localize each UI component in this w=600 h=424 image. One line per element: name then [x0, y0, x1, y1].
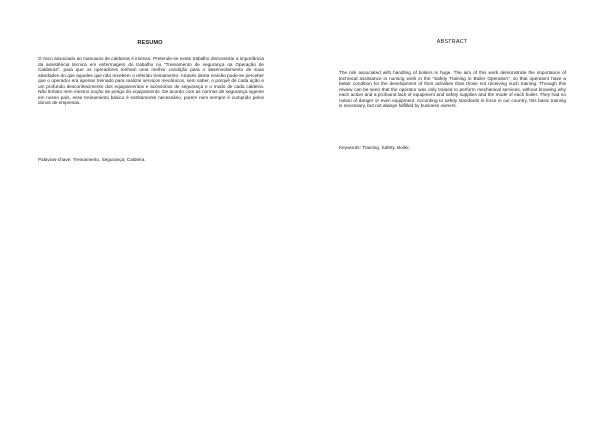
abstract-title: ABSTRACT	[436, 39, 468, 45]
resumo-title: RESUMO	[137, 40, 163, 46]
right-page	[300, 0, 600, 424]
resumo-body: O risco associado ao manuseio de caldeiras é imenso. Pretende-se neste trabalho demonstrar a importância da assistência técnica em enfermagem do trabalho no “Treinamento de segurança na Operação de Caldeiras”, para que os operadores tenham uma melhor condição para o desenvolvimento de suas atividades do que aqueles que não recebem o referido treinamento. Através desta revisão pode-se perceber que o operador era apenas treinado para realizar serviços mecânicos, sem saber, o porquê de cada ação e um profundo desconhecimento dos equipamentos e acessórios de segurança e o modo de cada caldeira. Não tinham nem mesmo noção de perigo do equipamento. De acordo com as normas de segurança vigente em nosso país, esse treinamento básico é estritamente necessário, porem nem sempre é cumprido pelos donos de empresas.	[38, 56, 264, 106]
abstract-keywords: Keywords: Training, Safety, Boiler.	[339, 145, 411, 150]
resumo-keywords: Palavras-chave: Treinamento, Segurança, Caldeira.	[38, 157, 146, 162]
abstract-body: The risk associated with handling of boilers is huge. The aim of this work demonstrate the importance of technical assistance in nursing work in the “Safety Training in Boiler Operation”, so that operators have a better condition for the development of their activities than those not receiving such training. Through this review can be seen that the operator was only trained to perform mechanical services, without knowing why each action and a profound lack of equipment and safety supplies and the mode of each boiler. They had no notion of danger or even equipment. According to safety standards in force in our country, this basic training is necessary, but not always fulfilled by business owners.	[339, 70, 566, 109]
